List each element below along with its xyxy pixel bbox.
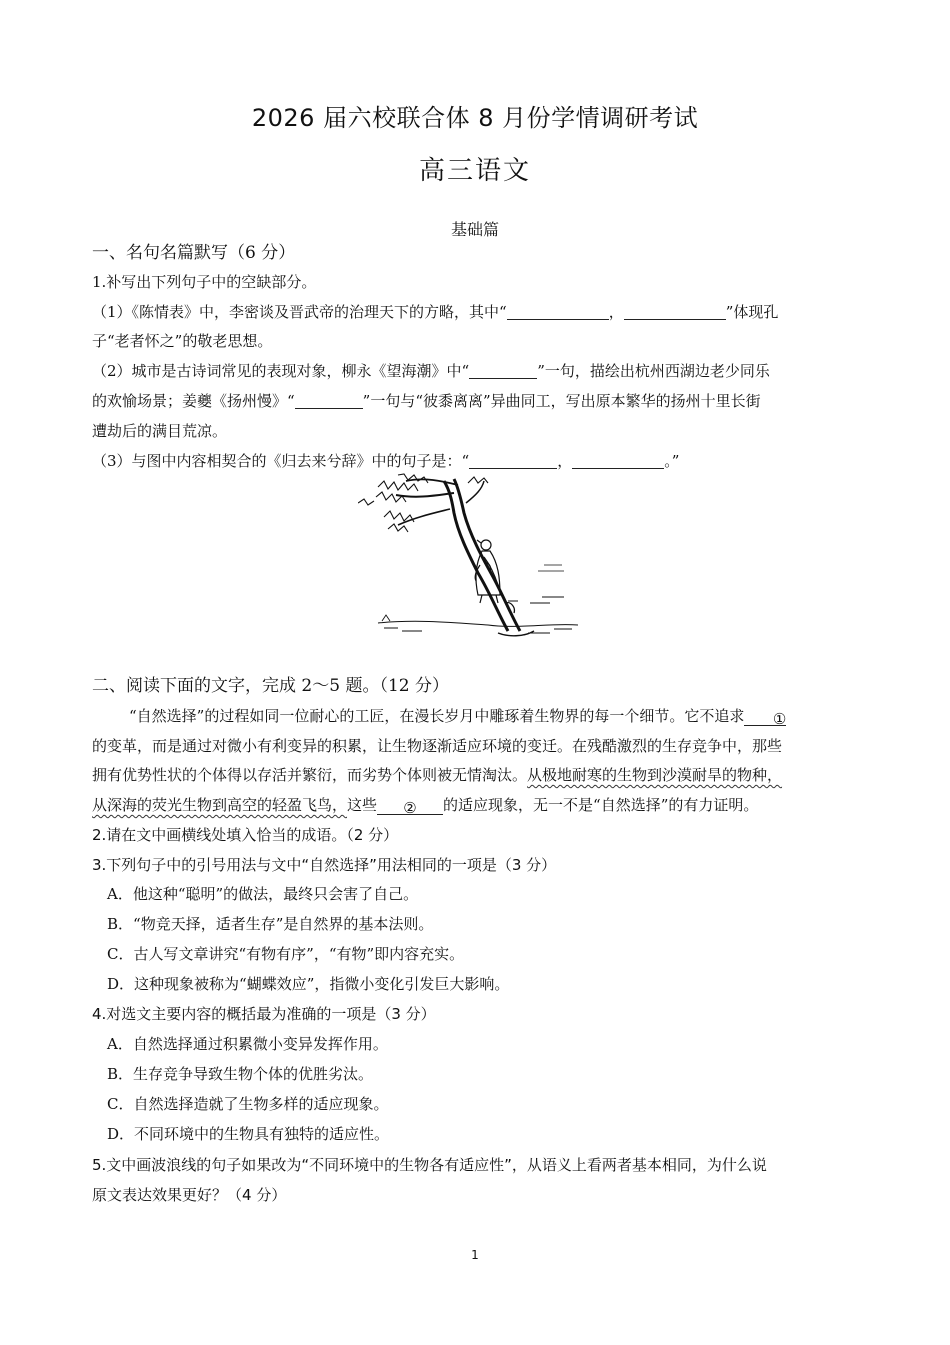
q1-2-text-d: ”一句与“彼黍离离”异曲同工，写出原本繁华的扬州十里长街 [362,392,761,410]
page-number: 1 [471,1248,479,1262]
q1-2-text-c: 的欢愉场景；姜夔《扬州慢》“ [92,392,295,410]
q4: 4.对选文主要内容的概括最为准确的一项是（3 分） [92,1005,436,1023]
q1-2-text-a: （2）城市是古诗词常见的表现对象，柳永《望海潮》中“ [92,362,470,380]
passage-line3 [92,765,862,785]
passage-text: 的适应现象，无一不是“自然选择”的有力证明。 [443,796,759,814]
answer-blank[interactable] [295,392,363,409]
q3-option-a[interactable]: A．他这种“聪明”的做法，最终只会害了自己。 [107,885,419,903]
q3: 3.下列句子中的引号用法与文中“自然选择”用法相同的一项是（3 分） [92,856,557,874]
q1-3-text: （3）与图中内容相契合的《归去来兮辞》中的句子是：“ [92,452,470,470]
q5-line2: 原文表达效果更好？（4 分） [92,1186,287,1204]
blank-1-marker: ① [772,710,787,728]
q1-2-line3: 遭劫后的满目荒凉。 [92,422,228,440]
pine-tree-illustration [358,473,590,645]
exam-subject: 高三语文 [418,156,531,186]
passage-line1 [129,706,864,726]
q1-1-sep: ， [608,303,624,321]
answer-blank[interactable] [469,452,557,469]
passage-line2: 的变革，而是通过对微小有利变异的积累，让生物逐渐适应环境的变迁。在残酷激烈的生存竞争中，那些 [92,737,783,755]
section1-heading: 一、名句名篇默写（6 分） [92,243,296,263]
passage-text: “自然选择”的过程如同一位耐心的工匠，在漫长岁月中雕琢着生物界的每一个细节。它不追求 [129,707,745,725]
q1-1-text-a: （1）《陈情表》中，李密谈及晋武帝的治理天下的方略，其中“ [92,303,507,321]
q3-option-b[interactable]: B．“物竞天择，适者生存”是自然界的基本法则。 [107,915,434,933]
q1-2-text-b: ”一句，描绘出杭州西湖边老少同乐 [537,362,770,380]
passage-line4 [92,795,862,815]
answer-blank[interactable] [507,303,609,320]
q5-line1: 5.文中画波浪线的句子如果改为“不同环境中的生物各有适应性”，从语义上看两者基本相同，为什么说 [92,1156,767,1174]
q1-1-text-b: ”体现孔 [725,303,779,321]
q1-1-line1 [92,302,862,322]
blank-2-marker: ② [403,799,417,817]
passage-text: 这些 [347,796,378,814]
q1-3-line [92,451,862,471]
q1-2-line2 [92,391,862,411]
wavy-underlined-sentence: 从极地耐寒的生物到沙漠耐旱的物种， [527,766,783,784]
answer-blank[interactable] [469,362,537,379]
blank-1[interactable] [744,709,786,726]
q1-intro: 1.补写出下列句子中的空缺部分。 [92,273,317,291]
blank-2[interactable] [377,798,443,815]
part-heading: 基础篇 [450,220,499,239]
q4-option-a[interactable]: A．自然选择通过积累微小变异发挥作用。 [107,1035,388,1053]
exam-title: 2026 届六校联合体 8 月份学情调研考试 [251,104,699,132]
q3-option-d[interactable]: D．这种现象被称为“蝴蝶效应”，指微小变化引发巨大影响。 [107,975,510,993]
passage-text: 拥有优势性状的个体得以存活并繁衍，而劣势个体则被无情淘汰。 [92,766,528,784]
wavy-underlined-sentence: 从深海的荧光生物到高空的轻盈飞鸟， [92,796,348,814]
q4-option-c[interactable]: C．自然选择造就了生物多样的适应现象。 [107,1095,389,1113]
q1-1-line2: 子“老者怀之”的敬老思想。 [92,332,273,350]
answer-blank[interactable] [572,452,664,469]
q1-2-line1 [92,361,862,381]
q1-3-sep: ， [557,452,573,470]
q2: 2.请在文中画横线处填入恰当的成语。（2 分） [92,826,399,844]
q1-3-end: 。” [664,452,680,470]
section2-heading: 二、阅读下面的文字，完成 2～5 题。（12 分） [92,676,449,696]
q3-option-c[interactable]: C．古人写文章讲究“有物有序”，“有物”即内容充实。 [107,945,465,963]
q4-option-d[interactable]: D．不同环境中的生物具有独特的适应性。 [107,1125,390,1143]
answer-blank[interactable] [624,303,726,320]
q4-option-b[interactable]: B．生存竞争导致生物个体的优胜劣汰。 [107,1065,374,1083]
